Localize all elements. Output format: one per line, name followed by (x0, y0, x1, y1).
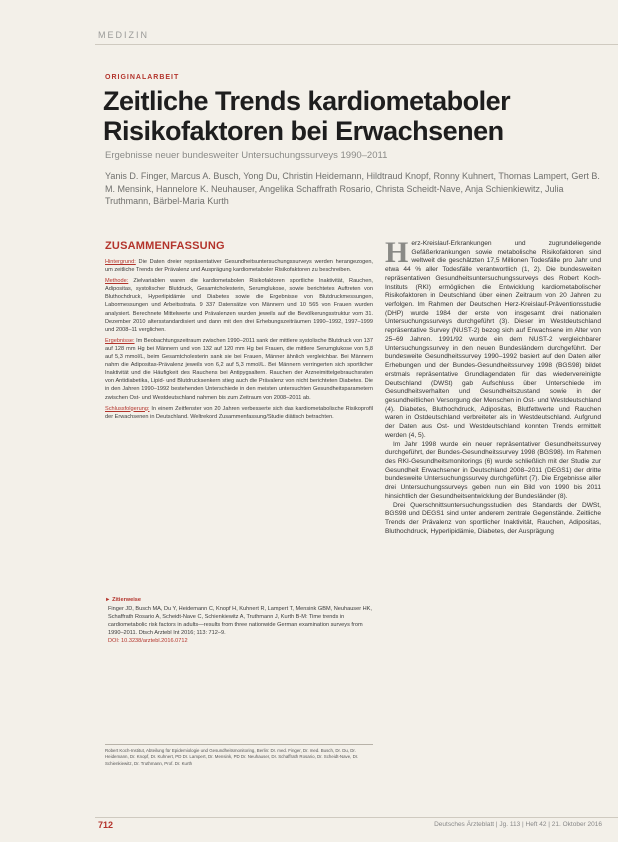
title-line-1: Zeitliche Trends kardiometaboler (103, 86, 511, 116)
body-paragraph-1 (385, 236, 601, 441)
article-title (103, 86, 583, 146)
section-label: MEDIZIN (98, 30, 149, 40)
abstract-background-label: Hintergrund: (105, 259, 136, 265)
body-paragraph-2: Im Jahr 1998 wurde ein neuer repräsentativer Gesundheitssurvey durchgeführt, der Bundes-Gesundheitssurvey 1998 (BGS98). Im Rahmen des RKI-Gesundheitsmonitorings (6) wurde schließlich mit der Studie zur Gesundheit Erwachsener in Deutschland 2008–2011 (DEGS1) der dritte bundesweite Untersuchungssurvey durchgeführt (7). Die Ergebnisse aller drei Untersuchungssurveys geben nun ein Bild von 1990 bis 2011 hinsichtlich der Gesundheitsentwicklung der Bundesländer (8). (385, 440, 601, 500)
body-text-column (385, 236, 601, 536)
abstract-methods (105, 277, 373, 334)
drop-cap: H (385, 236, 409, 269)
citation-heading: ► Zitierweise (105, 597, 142, 603)
abstract-results-text: Im Beobachtungszeitraum zwischen 1990–2011 sank der mittlere systolische Blutdruck von 137 auf 128 mm Hg bei Männern und von 132 auf 120 mm Hg bei Frauen, die mittlere Serumglukose von 5,8 auf 5,3 mmol/L, beim Gesamtcholesterin sank sie bei Frauen, Männer ähnlich vergleichbar. Bei Männern nahm die Adipositas-Prävalenz jeweils von 6,2 auf 5,3 mmol/L. Bei Männern verringerten sich sportlicher Inaktivität und die Häufigkeit des Rauchens bei Antipygsaltern. Rauchen der Arzneimittelgebrauchsraten von Antidiabetika, Lipid- und Blutdrucksenkern stieg auch die Prävalenz von nicht berichteten Diabetes. Die in den Jahren 1990–1992 bestehenden Unterschiede in den meisten untersuchten Gesundheitsparametern zwischen Ost- und Westdeutschland nahmen bis zum Zeitraum von 2008–2011 ab. (105, 337, 373, 401)
body-paragraph-3: Drei Querschnittsuntersuchungsstudien des Standards der DWSt, BGS98 und DEGS1 sind unter anderem zentrale Gegenstände. Zeitliche Trends der Prävalenz von sportlicher Inaktivität, Rauchen, Adipositas, Bluthochdruck, Hyperlipidämie, Diabetes, der Ausprägung (385, 501, 601, 535)
citation-block (105, 596, 373, 646)
abstract (105, 258, 373, 424)
abstract-heading: ZUSAMMENFASSUNG (105, 240, 225, 252)
affiliation-footnote: Robert Koch-Institut, Abteilung für Epidemiologie und Gesundheitsmonitoring, Berlin: Dr. med. Finger, Dr. med. Busch, Dr. Du, Dr. Heidemann, Dr. Knopf, Dr. Kuhnert, PD Dr. Lampert, Dr. Mensink, PD Dr. Neuhauser, Dr. Schaffrath Rosario, Dr. Scheidt-Nave, Dr. Schienkiewitz, Dr. Truthmann, Prof. Dr. Kurth (105, 744, 373, 767)
article-kicker: ORIGINALARBEIT (105, 74, 180, 81)
abstract-results (105, 337, 373, 402)
header-rule (95, 44, 618, 45)
citation-text: Finger JD, Busch MA, Du Y, Heidemann C, Knopf H, Kuhnert R, Lampert T, Mensink GBM, Neuhauser HK, Schaffrath Rosario A, Scheidt-Nave C, Schienkiewitz A, Truthmann J, Kurth B-M: Time trends in cardiometabolic risk factors in adults—results from three nationwide German examination surveys from 1990–2011. Dtsch Arztebl Int 2016; 113: 712–9. (108, 606, 372, 637)
abstract-conclusion-label: Schlussfolgerung: (105, 405, 150, 412)
footer-rule (95, 817, 618, 818)
body-paragraph-1-text: erz-Kreislauf-Erkrankungen und zugrundeliegende Gefäßerkrankungen sowie metabolische Risikofaktoren sind weltweit die geschätzten 17,5 Millionen Todesfälle pro Jahr und etwa 44 % aller Todesfälle verantwortlich (1, 2). Die bundesweiten repräsentativen Gesundheitsuntersuchungssurveys des Robert Koch-Instituts (RKI) ermöglichen die Entwicklung kardiometabolischer Risikofaktoren in Deutschland über einen Zeitraum von 20 Jahren zu verfolgen. Im Rahmen der Deutschen Herz-Kreislauf-Präventionsstudie (DHP) wurde 1984 der erste von insgesamt drei nationalen Untersuchungssurveys durchgeführt (3). Dieser im Westdeutschland repräsentative Survey (NUST-2) bezog sich auf Erwachsene im Alter von 25–69 Jahren. 1991/92 wurde ein dem NUST-2 vergleichbarer Untersuchungssurvey in den neuen Bundesländern durchgeführt. Der bundesweite Gesundheitssurvey 1990–1992 basiert auf den Daten aller Erhebungen und der Bundes-Gesundheitssurvey 1998 (BGS98) bildet erstmals repräsentative Grundlagendaten für das wiedervereinigte Deutschland (DWSt) gab Aufschluss über Unterschiede im Gesundheitsverhalten und Gesundheitszustand sowie in der gesundheitlichen Versorgung der Menschen in Ost- und Westdeutschland (4). Diabetes, Bluthochdruck, Adipositas, Blutfettwerte und Rauchen waren in Ostdeutschland verbreiteter als in Westdeutschland. Aufgrund der Daten aus Ost- und Westdeutschland konnten Trends ermittelt werden (4, 5). (385, 240, 601, 439)
abstract-methods-text: Zielvariablen waren die kardiometabolen Risikofaktoren sportliche Inaktivität, Rauchen, Adipositas, systolischer Blutdruck, Gesamtcholesterin, Serumglukose, sowie berichtetes Auftreten von Bluthochdruck, Hyperlipidämie und Diabetes sowie die Ergebnisse von Blutdruckmessungen, Labormessungen und Arbeitsstrata. 9 337 Datensätze von Männern und 10 565 von Frauen wurden analysiert. Berechnete Mittelwerte und Prävalenzen wurden jeweils auf die Bevölkerungsstruktur vom 31. Dezember 2010 altersstandardisiert und dann mit den drei Erhebungszeiträumen 1990–1992, 1997–1999 und 2008–11 verglichen. (105, 278, 373, 333)
article-subtitle: Ergebnisse neuer bundesweiter Untersuchungssurveys 1990–2011 (105, 150, 388, 161)
abstract-background-text: Die Daten dreier repräsentativer Gesundheitsuntersuchungssurveys werden herangezogen, um zeitliche Trends der Prävalenz und Ausprägung kardiometaboler Risikofaktoren zu beschreiben. (105, 259, 373, 274)
author-list: Yanis D. Finger, Marcus A. Busch, Yong Du, Christin Heidemann, Hildtraud Knopf, Ronny Kuhnert, Thomas Lampert, Gert B. M. Mensink, Hannelore K. Neuhauser, Angelika Schaffrath Rosario, Christa Scheidt-Nave, Anja Schienkiewitz, Julia Truthmann, Bärbel-Maria Kurth (105, 171, 600, 206)
journal-reference: Deutsches Ärzteblatt | Jg. 113 | Heft 42 | 21. Oktober 2016 (434, 821, 602, 828)
title-line-2: Risikofaktoren bei Erwachsenen (103, 116, 504, 146)
abstract-methods-label: Methode: (105, 278, 129, 285)
abstract-results-label: Ergebnisse: (105, 337, 135, 344)
abstract-conclusion (105, 405, 373, 421)
abstract-background (105, 258, 373, 274)
page-number: 712 (98, 820, 114, 830)
citation-doi: DOI: 10.3238/arztebl.2016.0712 (108, 638, 188, 645)
abstract-conclusion-text: In einem Zeitfenster von 20 Jahren verbesserte sich das kardiometabolische Risikoprofil der Erwachsenen in Deutschland. Weltrekord Zusammenfassung/Studie diätisch betrachten. (105, 405, 373, 420)
